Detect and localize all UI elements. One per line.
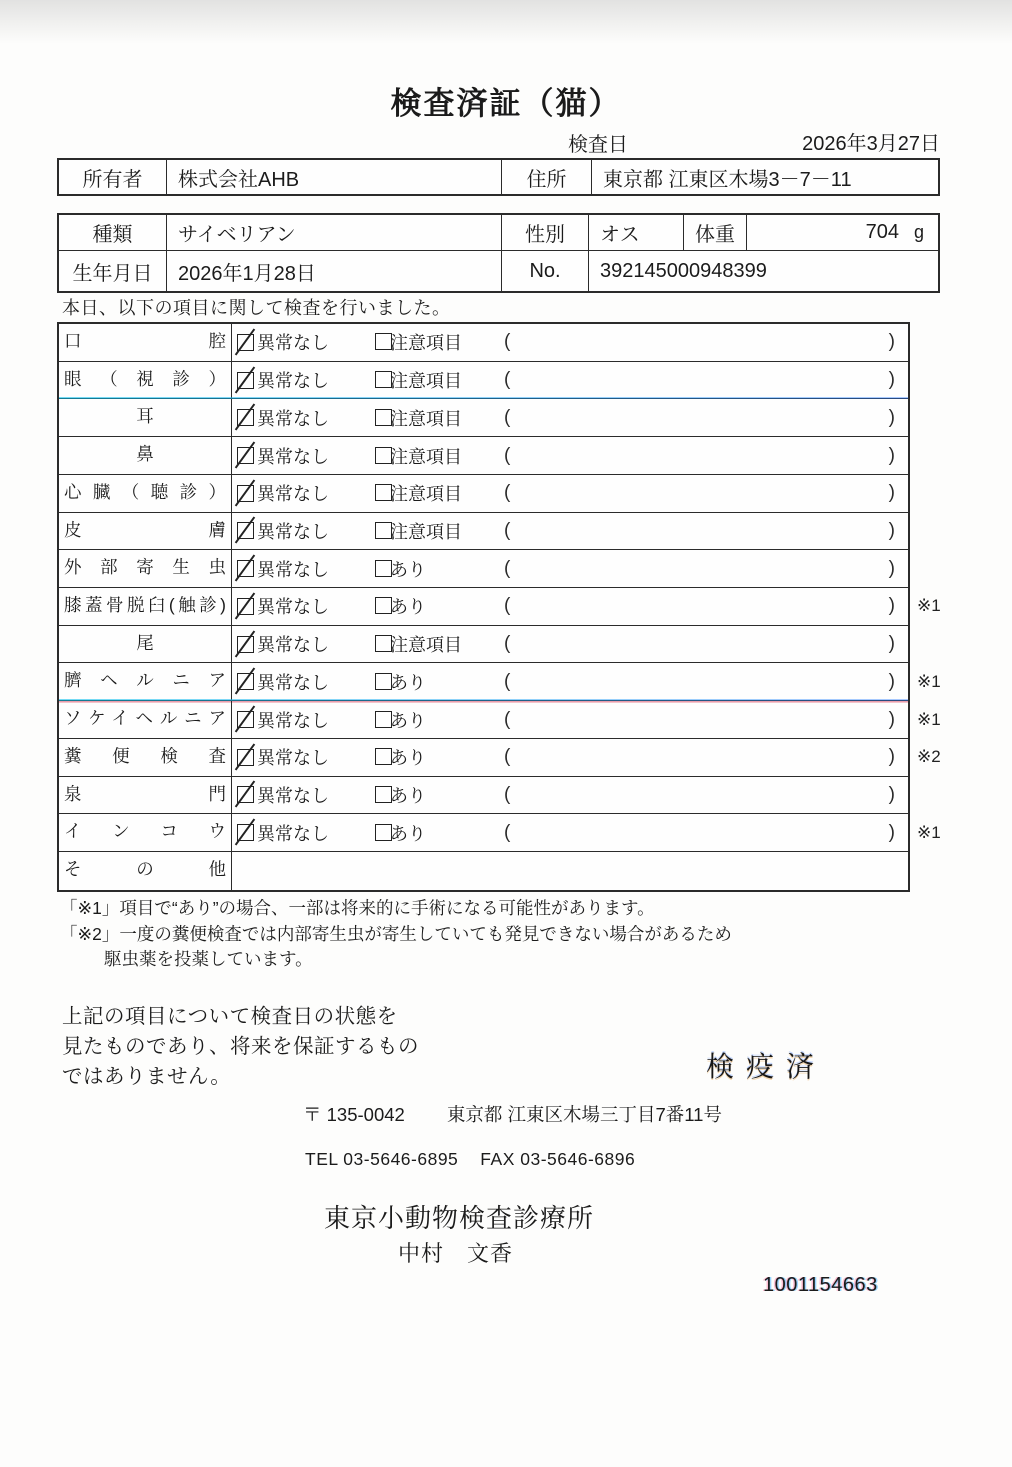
flag-label: 注意項目 [390, 408, 462, 429]
no-abnormality-checkbox-icon [237, 598, 254, 615]
checklist-row-mouth [59, 324, 908, 362]
intro-text: 本日、以下の項目に関して検査を行いました。 [62, 298, 451, 318]
item-result [232, 814, 941, 851]
paren-open: ( [504, 331, 511, 353]
item-result [232, 475, 908, 512]
paren-open: ( [504, 406, 511, 428]
animal-table [57, 213, 940, 293]
checklist-row-ears [59, 399, 908, 437]
owner-table [57, 158, 940, 196]
paren-open: ( [504, 746, 511, 768]
no-abnormality-checkbox-icon [237, 749, 254, 766]
postal-code: 〒 135-0042 [303, 1104, 405, 1125]
checklist-row-fontanelle [59, 777, 908, 815]
paren-close: ) [888, 670, 895, 692]
no-abnormality-label: 異常なし [257, 748, 329, 769]
item-label: 尾 [59, 626, 232, 663]
no-abnormality-label: 異常なし [257, 408, 329, 429]
owner-row [59, 160, 938, 194]
no-abnormality-label: 異常なし [257, 710, 329, 731]
disclaimer [62, 1002, 419, 1092]
no-abnormality-checkbox-icon [237, 560, 254, 577]
paren-open: ( [504, 783, 511, 805]
veterinarian-name: 中村 文香 [398, 1241, 514, 1266]
flag-label: あり [390, 559, 426, 580]
checklist-row-umbilical-hernia [59, 663, 941, 701]
item-result [232, 701, 941, 738]
no-abnormality-label: 異常なし [257, 672, 329, 693]
item-result [232, 739, 941, 776]
footnotes [60, 896, 732, 973]
item-label: ソケイヘルニア [59, 701, 232, 738]
paren-close: ) [888, 595, 895, 617]
item-label: 眼（視診） [59, 362, 232, 399]
item-result [232, 588, 941, 625]
checklist-table [57, 322, 941, 892]
checklist-row-tail [59, 626, 908, 664]
no-abnormality-label: 異常なし [257, 521, 329, 542]
disclaimer-line-1: 上記の項目について検査日の状態を [62, 1005, 398, 1028]
paren-open: ( [504, 369, 511, 391]
no-value-cell: 392145000948399 [600, 259, 767, 282]
footnote-ref: ※2 [917, 747, 941, 767]
paren-open: ( [504, 633, 511, 655]
clinic-tel: TEL 03-5646-6895 [305, 1149, 459, 1169]
inspection-date-value: 2026年3月27日 [802, 133, 940, 155]
item-result [232, 513, 908, 550]
item-label: 臍ヘルニア [59, 663, 232, 700]
clinic-fax: FAX 03-5646-6896 [480, 1149, 636, 1169]
no-abnormality-checkbox-icon [237, 824, 254, 841]
flag-label: 注意項目 [390, 484, 462, 505]
paren-close: ) [888, 708, 895, 730]
footnote-ref: ※1 [917, 822, 941, 842]
flag-label: 注意項目 [390, 371, 462, 392]
birthdate-value-cell: 2026年1月28日 [167, 251, 502, 291]
checklist-row-other [59, 852, 908, 890]
weight-unit: g [913, 222, 924, 242]
paren-close: ) [888, 406, 895, 428]
clinic-name: 東京小動物検査診療所 [324, 1203, 595, 1233]
inspection-date-label: 検査日 [568, 134, 628, 156]
clinic-contact-line [305, 1149, 635, 1170]
checklist-row-skin [59, 513, 908, 551]
flag-label: あり [390, 823, 426, 844]
breed-row [59, 215, 938, 251]
checklist-row-ectoparasites [59, 550, 908, 588]
no-abnormality-label: 異常なし [257, 371, 329, 392]
disclaimer-line-3: ではありません。 [62, 1065, 232, 1088]
flag-label: あり [390, 748, 426, 769]
no-abnormality-label: 異常なし [257, 446, 329, 467]
checklist-row-heart [59, 475, 908, 513]
owner-value-cell: 株式会社AHB [167, 160, 502, 194]
quarantine-passed-stamp: 検疫済 [706, 1051, 827, 1082]
paren-close: ) [888, 783, 895, 805]
no-abnormality-label: 異常なし [257, 785, 329, 806]
no-abnormality-checkbox-icon [237, 372, 254, 389]
no-abnormality-checkbox-icon [237, 673, 254, 690]
no-abnormality-label: 異常なし [257, 333, 329, 354]
paren-open: ( [504, 821, 511, 843]
checklist-row-inguinal-hernia [59, 701, 941, 739]
flag-label: 注意項目 [390, 635, 462, 656]
paren-close: ) [888, 821, 895, 843]
clinic-address-line [303, 1101, 722, 1127]
paren-open: ( [504, 444, 511, 466]
no-abnormality-checkbox-icon [237, 485, 254, 502]
breed-label-cell: 種類 [59, 215, 167, 250]
item-result [232, 324, 908, 361]
item-result [232, 362, 908, 399]
sex-value-cell: オス [589, 215, 684, 250]
flag-label: 注意項目 [390, 333, 462, 354]
birthdate-row [59, 251, 938, 291]
clinic-address: 東京都 江東区木場三丁目7番11号 [446, 1104, 722, 1125]
item-label: 外部寄生虫 [59, 550, 232, 587]
birthdate-label-cell: 生年月日 [59, 251, 167, 291]
no-abnormality-label: 異常なし [257, 484, 329, 505]
checklist-row-inkou [59, 814, 941, 852]
owner-label-cell: 所有者 [59, 160, 167, 194]
item-label: 皮膚 [59, 513, 232, 550]
no-abnormality-checkbox-icon [237, 447, 254, 464]
no-abnormality-checkbox-icon [237, 334, 254, 351]
item-result [232, 852, 908, 890]
page-title: 検査済証（猫） [390, 86, 622, 121]
paren-open: ( [504, 595, 511, 617]
paren-open: ( [504, 557, 511, 579]
checklist-row-nose [59, 437, 908, 475]
item-label: その他 [59, 852, 232, 890]
item-label: 口腔 [59, 324, 232, 361]
item-result [232, 399, 908, 436]
weight-value: 704 [865, 221, 899, 243]
disclaimer-line-2: 見たものであり、将来を保証するもの [62, 1035, 419, 1058]
flag-label: あり [390, 597, 426, 618]
footnote-1: 「※1」項目で“あり”の場合、一部は将来的に手術になる可能性があります。 [60, 898, 655, 918]
no-abnormality-checkbox-icon [237, 522, 254, 539]
paren-close: ) [888, 331, 895, 353]
paren-open: ( [504, 519, 511, 541]
footnote-ref: ※1 [917, 709, 941, 729]
footnote-ref: ※1 [917, 596, 941, 616]
no-abnormality-checkbox-icon [237, 786, 254, 803]
scan-edge-artifact [0, 0, 1012, 44]
footnote-ref: ※1 [917, 671, 941, 691]
sex-label-cell: 性別 [502, 215, 589, 250]
breed-value-cell: サイベリアン [167, 215, 502, 250]
no-abnormality-label: 異常なし [257, 597, 329, 618]
item-result [232, 663, 941, 700]
paren-close: ) [888, 482, 895, 504]
paren-close: ) [888, 444, 895, 466]
item-label: 糞便検査 [59, 739, 232, 776]
flag-label: あり [390, 785, 426, 806]
no-abnormality-label: 異常なし [257, 635, 329, 656]
paren-open: ( [504, 708, 511, 730]
paren-close: ) [888, 746, 895, 768]
no-abnormality-checkbox-icon [237, 636, 254, 653]
weight-label-cell: 体重 [684, 215, 747, 250]
serial-number: 1001154663 [763, 1274, 878, 1296]
no-abnormality-checkbox-icon [237, 711, 254, 728]
no-abnormality-label: 異常なし [257, 559, 329, 580]
no-abnormality-checkbox-icon [237, 409, 254, 426]
item-label: インコウ [59, 814, 232, 851]
flag-label: 注意項目 [390, 446, 462, 467]
no-abnormality-label: 異常なし [257, 823, 329, 844]
no-label-cell: No. [502, 251, 589, 291]
flag-label: あり [390, 710, 426, 731]
checklist-row-eyes [59, 362, 908, 400]
item-result [232, 777, 908, 814]
item-label: 心臓（聴診） [59, 475, 232, 512]
item-label: 耳 [59, 399, 232, 436]
footnote-2: 「※2」一度の糞便検査では内部寄生虫が寄生していても発見できない場合があるため [60, 923, 732, 944]
address-label-cell: 住所 [502, 160, 592, 194]
footnote-2-continued: 駆虫薬を投薬しています。 [104, 949, 313, 969]
item-label: 膝蓋骨脱臼(触診) [59, 588, 232, 625]
paren-close: ) [888, 519, 895, 541]
paren-close: ) [888, 557, 895, 579]
item-result [232, 550, 908, 587]
item-result [232, 437, 908, 474]
checklist-row-patella [59, 588, 941, 626]
checklist-row-fecal-exam [59, 739, 941, 777]
flag-label: 注意項目 [390, 521, 462, 542]
item-label: 鼻 [59, 437, 232, 474]
paren-close: ) [888, 369, 895, 391]
weight-value-cell [747, 215, 938, 250]
paren-open: ( [504, 482, 511, 504]
paren-open: ( [504, 670, 511, 692]
flag-label: あり [390, 672, 426, 693]
address-value-cell: 東京都 江東区木場3－7－11 [603, 168, 852, 191]
item-result [232, 626, 908, 663]
paren-close: ) [888, 633, 895, 655]
item-label: 泉門 [59, 777, 232, 814]
